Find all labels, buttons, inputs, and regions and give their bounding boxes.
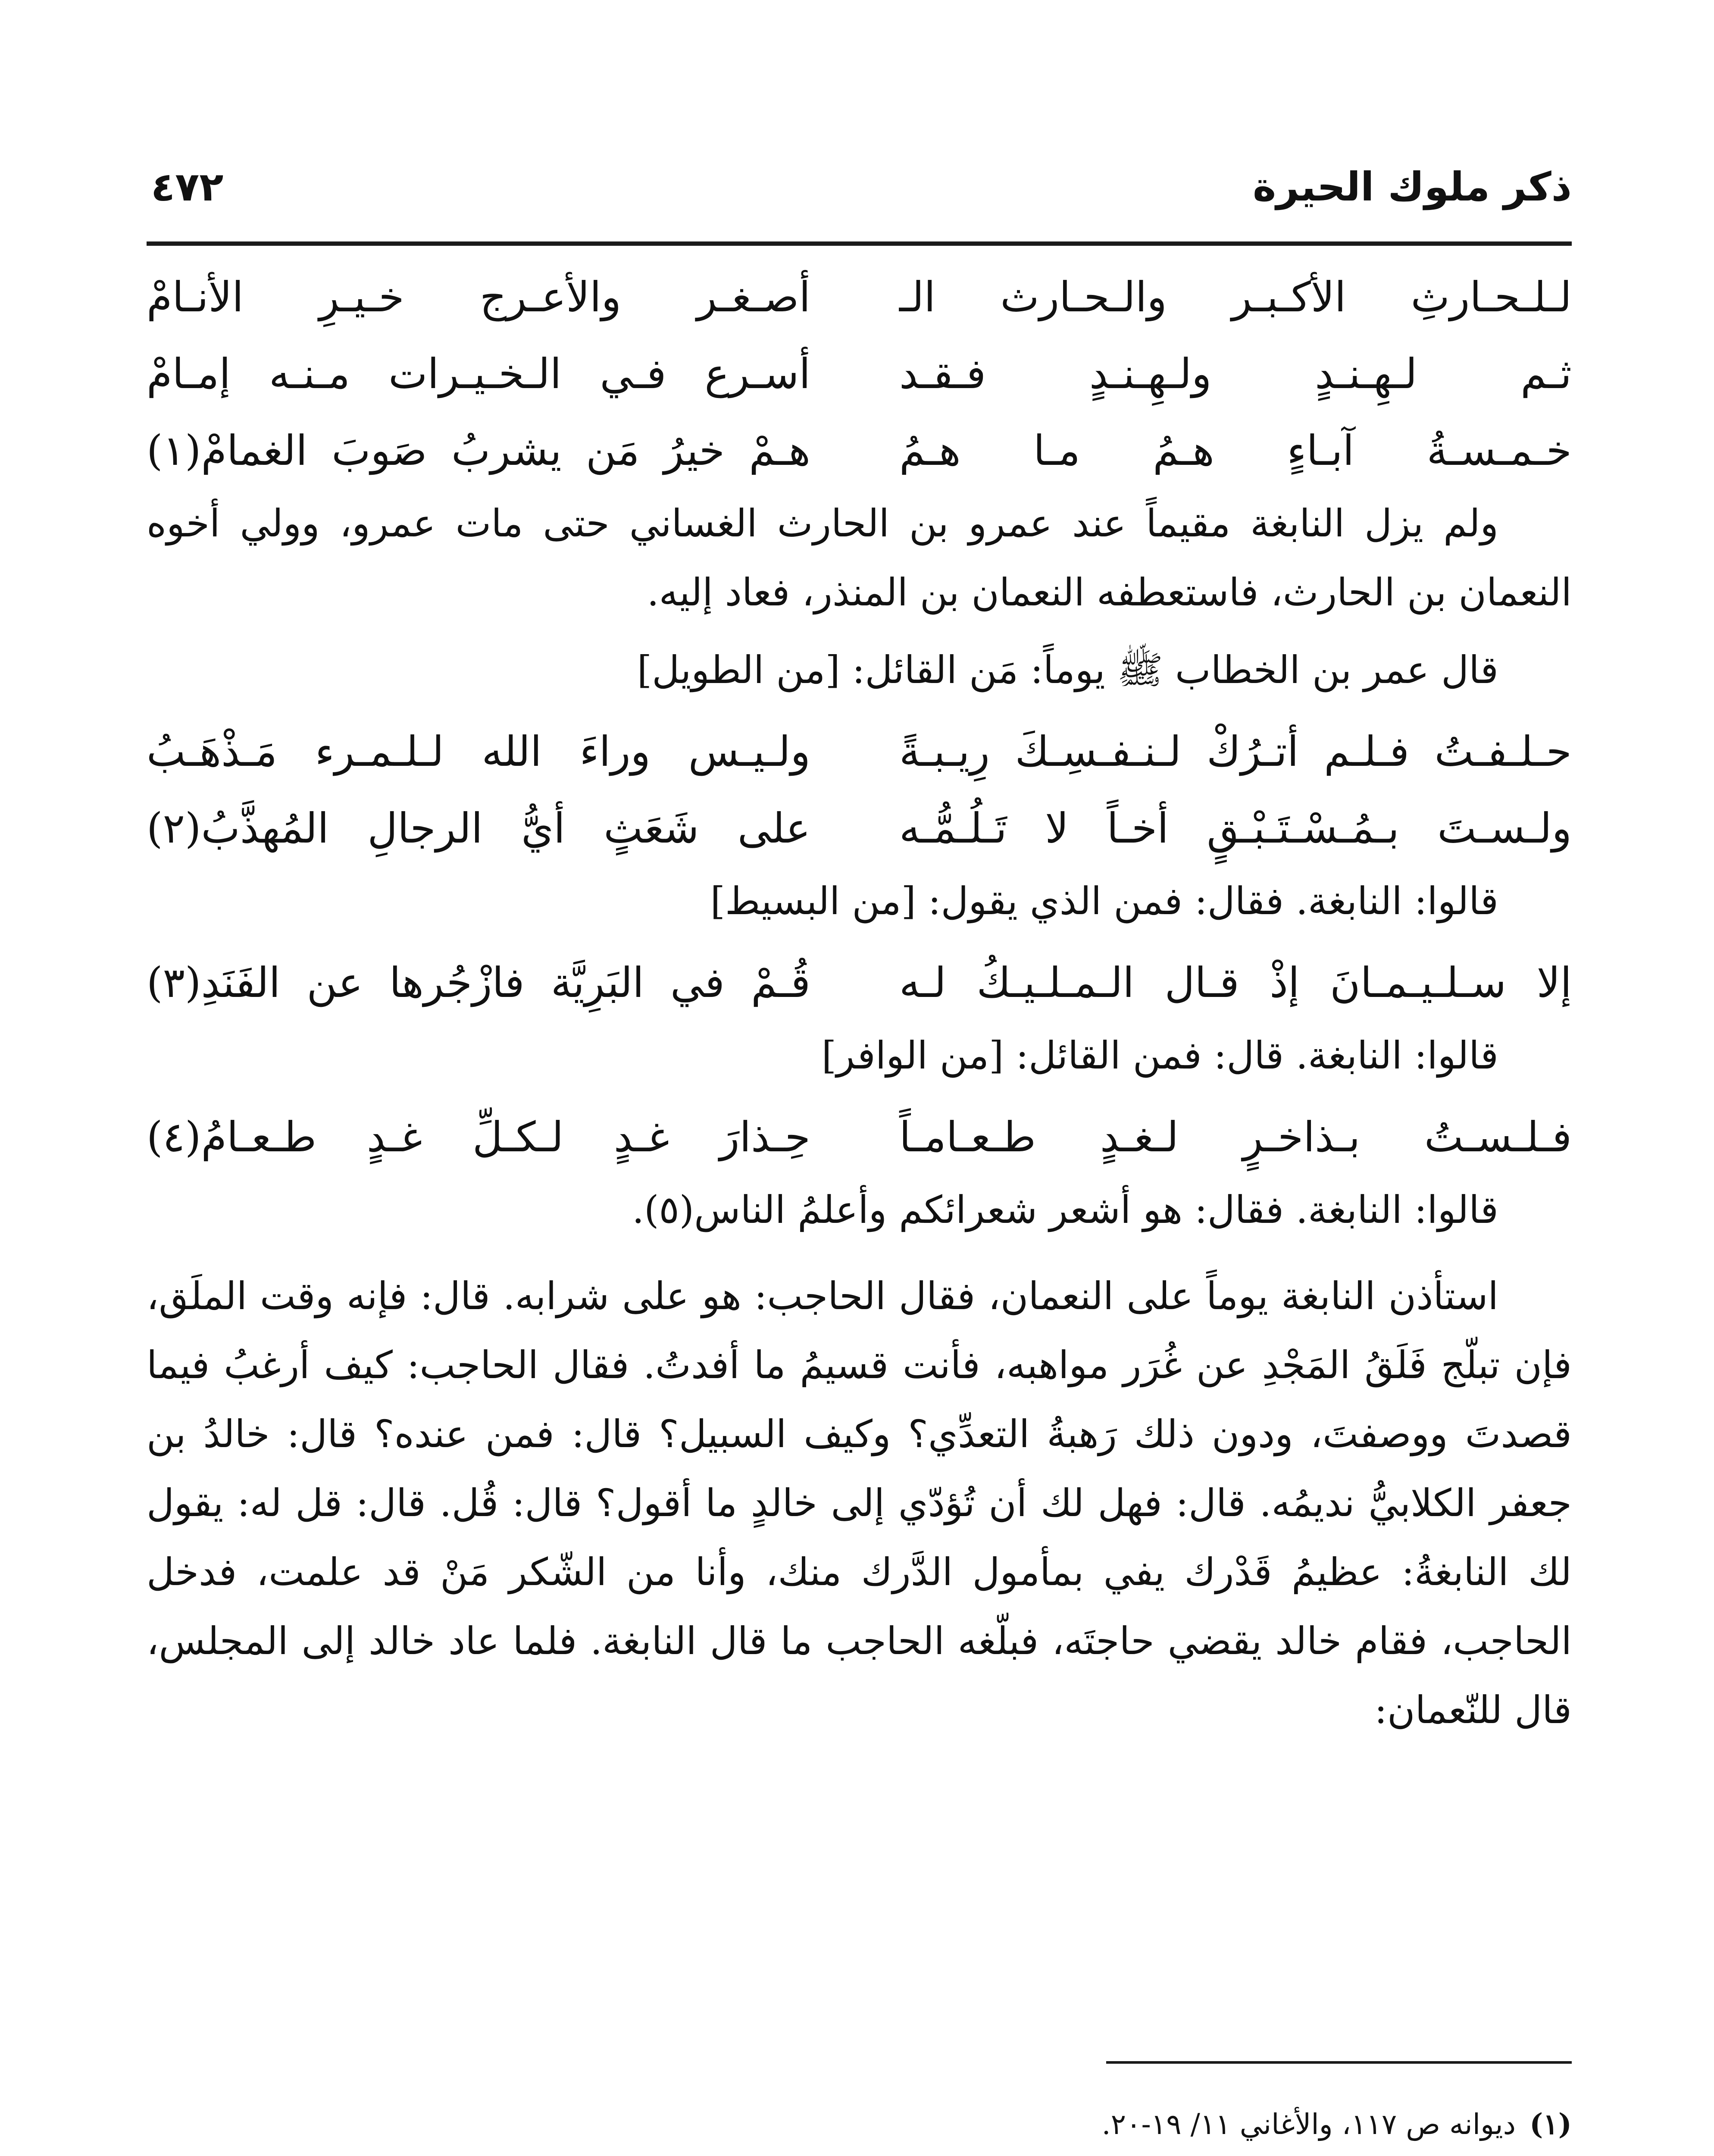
quote-intro-4: قالوا: النابغة. فقال: هو أشعر شعرائكم وأعلمُ الناس(٥). [632,1188,1498,1232]
verse-word: خـيـرِ [319,273,404,321]
verse-word: بـمُـسْـتَـبْـقٍ [1207,804,1399,852]
verse-word: البَرِيَّة [550,959,644,1007]
verse-word: أخـاً [1107,804,1169,852]
verse-second-hemistich [147,713,810,790]
page-number: ٤٧٢ [151,164,224,210]
verse-word: لـلـمـرء [315,727,444,776]
verse-first-hemistich [899,335,1572,412]
verse-word: أتـرُكْ [1206,727,1299,776]
verse-word: فازْجُرها [389,959,525,1007]
verse-word: ولـيـس [688,727,810,776]
verse-word: المُهذَّبُ(٢) [147,804,329,852]
verse-word: حـلـفـتُ [1434,727,1572,776]
verse-first-hemistich [899,944,1572,1021]
verse-word: مَـذْهَـبُ [147,727,277,776]
footnotes [147,2061,1572,2156]
verse-word: لا [1045,804,1069,852]
verse-line [147,713,1572,790]
verse-word: الله [482,727,542,776]
verse-group-1 [147,259,1572,489]
verse-word: مـنـه [269,350,350,398]
verse-word: إمـامْ [147,350,231,398]
verse-word: والـحـارث [1000,273,1167,321]
verse-second-hemistich [147,335,810,412]
verse-word: إذْ [1270,959,1300,1007]
verse-word: مـا [1033,426,1080,475]
verse-word: يشربُ [451,426,562,475]
verse-word: فـلـسـتُ [1424,1113,1572,1161]
footnote-number: (١) [1529,2107,1572,2141]
verse-first-hemistich [899,259,1572,335]
verse-word: إلا [1536,959,1572,1007]
verse-word: هـمُ [1153,426,1214,475]
verse-line [147,259,1572,335]
verse-word: لـهِـنـدٍ [1315,350,1417,398]
verse-second-hemistich [147,790,810,867]
verse-line-3 [147,944,1572,1021]
verse-word: قـال [1164,959,1239,1007]
verse-word: خـمـسـةُ [1426,426,1572,475]
verse-word: غـدٍ [613,1113,669,1161]
verse-word: ثـم [1520,350,1572,398]
verse-word: الـمـلـيـكُ [976,959,1135,1007]
verse-line [147,335,1572,412]
verse-word: صَوبَ [332,426,427,475]
verse-word: ولـسـتَ [1437,804,1572,852]
verse-word: لـكـلِّ [472,1113,564,1161]
verse-word: حِـذارَ [719,1113,810,1161]
verse-first-hemistich [899,412,1572,489]
verse-word: لـلـحـارثِ [1411,273,1572,321]
quote-intro-1: قال عمر بن الخطاب ﷺ يوماً: مَن القائل: [من الطويل] [637,648,1498,692]
verse-word: عن [307,959,363,1007]
verse-word: أسـرع [704,350,810,398]
verse-word: وراءَ [579,727,651,776]
verse-word: لـه [899,959,946,1007]
footnote-divider [1106,2061,1572,2064]
verse-word: أيُّ [521,804,565,852]
verse-second-hemistich [147,412,810,489]
verse-word: والأعـرج [479,273,622,321]
verse-word: تَـلُـمُّـه [899,804,1007,852]
verse-word: الرجالِ [367,804,483,852]
verse-first-hemistich [899,713,1572,790]
verse-word: مَن [585,426,640,475]
verse-first-hemistich [899,1099,1572,1175]
quote-intro-2: قالوا: النابغة. فقال: فمن الذي يقول: [من البسيط] [710,879,1498,923]
verse-group-2 [147,713,1572,867]
verse-word: شَعَثٍ [604,804,699,852]
verse-word: آبـاءٍ [1287,426,1354,475]
verse-second-hemistich [147,944,810,1021]
verse-word: خيرُ [663,426,725,475]
verse-word: غـدٍ [366,1113,422,1161]
verse-word: هـمُ [899,426,961,475]
verse-word: بـذاخـرٍ [1242,1113,1361,1161]
verse-word: طـعـامُ(٤) [147,1113,317,1161]
footnote-text: ديوانه ص ١١٧، والأغاني ١١/ ١٩-٢٠. [1101,2108,1516,2141]
verse-word: لـغـدٍ [1100,1113,1179,1161]
verse-word: سـلـيـمـانَ [1330,959,1507,1007]
verse-word: هـمْ [749,426,810,475]
verse-word: قُـمْ [751,959,810,1007]
chapter-title: ذكر ملوك الحيرة [1253,164,1572,210]
verse-line [147,412,1572,489]
verse-word: في [670,959,725,1007]
verse-word: فـقـد [899,350,986,398]
paragraph-1: ولم يزل النابغة مقيماً عند عمرو بن الحارث الغساني حتى مات عمرو، وولي أخوه النعمان بن الحارث، فاستعطفه النعمان بن المنذر، فعاد إليه. [147,501,1572,614]
page-header [147,155,1572,246]
main-text [147,259,1572,1745]
verse-word: الـ [899,273,936,321]
verse-word: الأنـامْ [147,273,244,321]
verse-second-hemistich [147,259,810,335]
footnote-1 [147,2094,1572,2155]
verse-word: لـنـفـسِـكَ [1015,727,1182,776]
verse-word: الأكـبـر [1232,273,1346,321]
verse-first-hemistich [899,790,1572,867]
verse-word: الغمامْ(١) [147,426,307,475]
verse-word: أصـغـر [697,273,810,321]
verse-word: طـعـامـاً [899,1113,1036,1161]
verse-second-hemistich [147,1099,810,1175]
paragraph-2: استأذن النابغة يوماً على النعمان، فقال الحاجب: هو على شرابه. قال: فإنه وقت الملَق، فإن تبلّج فَلَقُ المَجْدِ عن غُرَر مواهبه، فأنت قسيمُ ما أفدتُ. فقال الحاجب: كيف أرغبُ فيما قصدتَ ووصفتَ، ودون ذلك رَهبةُ التعدِّي؟ وكيف السبيل؟ قال: فمن عنده؟ قال: خالدُ بن جعفر الكلابيُّ نديمُه. قال: فهل لك أن تُؤدّي إلى خالدٍ ما أقول؟ قال: قُل. قال: قل له: يقول لك النابغةُ: عظيمُ قَدْرك يفي بمأمول الدَّرك منك، وأنا من الشّكر مَنْ قد علمت، فدخل الحاجب، فقام خالد يقضي حاجتَه، فبلّغه الحاجب ما قال النابغة. فلما عاد خالد إلى المجلس، قال للنّعمان: [147,1274,1572,1732]
quote-intro-3: قالوا: النابغة. قال: فمن القائل: [من الوافر] [821,1033,1498,1078]
verse-word: فـلـم [1324,727,1410,776]
verse-word: فـي [600,350,666,398]
verse-line-4 [147,1099,1572,1175]
verse-line [147,790,1572,867]
verse-word: الـخـيـرات [388,350,562,398]
verse-word: ولـهِـنـدٍ [1089,350,1212,398]
verse-word: على [737,804,810,852]
verse-word: الفَنَدِ(٣) [147,959,281,1007]
verse-word: رِيـبـةً [899,727,990,776]
